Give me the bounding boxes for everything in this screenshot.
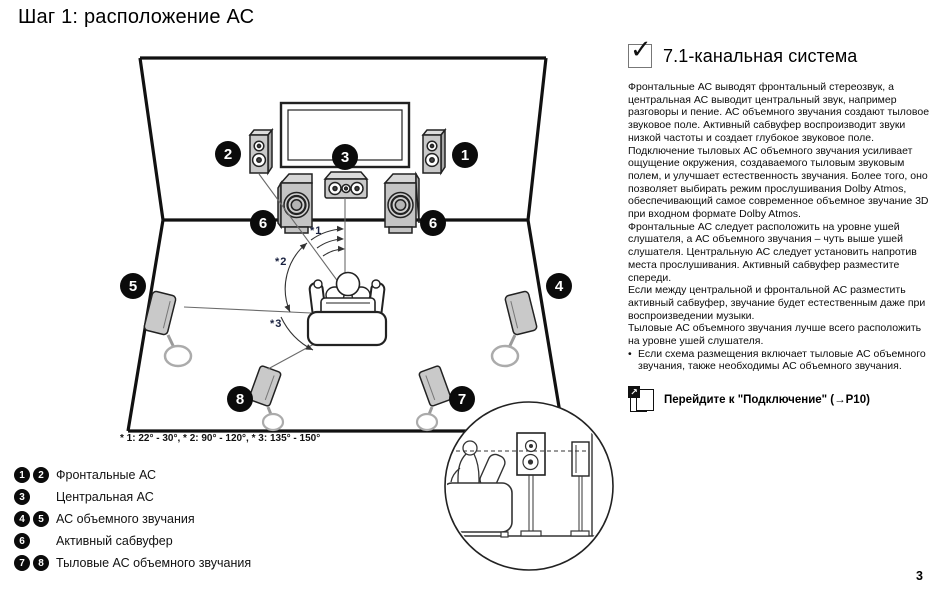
page-title: Шаг 1: расположение АС [18, 6, 255, 28]
speaker-badge: 3 [332, 144, 358, 170]
speaker-badge: 6 [420, 210, 446, 236]
rear-surround-left-speaker [249, 365, 283, 430]
section-title: 7.1-канальная система [663, 46, 858, 66]
legend-badge: 7 [14, 555, 30, 571]
front-left-speaker [250, 130, 272, 173]
speaker-badge: 4 [546, 273, 572, 299]
rear-surround-right-speaker [417, 365, 451, 430]
page-number: 3 [916, 569, 923, 583]
paragraph: Если между центральной и фронтальной АС разместить активный сабвуфер, звучание будет естественным даже при воспроизведении музыки. [628, 284, 926, 322]
legend-badge: 6 [14, 533, 30, 549]
legend-badge: 8 [33, 555, 49, 571]
angle-footnote: * 1: 22° - 30°, * 2: 90° - 120°, * 3: 135° - 150° [120, 433, 321, 444]
bullet-marker: • [628, 347, 632, 360]
surround-right-speaker [492, 291, 537, 366]
speaker-badge: 8 [227, 386, 253, 412]
paragraph: Тыловые АС объемного звучания лучше всего расположить на уровне ушей слушателя. [628, 322, 922, 348]
goto-pages-icon [628, 386, 656, 413]
angle-label-1: *1 [310, 225, 323, 237]
surround-left-speaker [144, 291, 191, 366]
paragraph: Подключение тыловых АС объемного звучания усиливает ощущение окружения, создаваемого тыловым звуковым полем, и улучшает естественность звучания. Более того, оно позволяет выбирать режим прослушивания Dolby Atmos, обеспечивающий самое современное объемное звучание 3D при входном формате Dolby Atmos. [628, 144, 929, 221]
speaker-badge: 1 [452, 142, 478, 168]
angle-label-3: *3 [270, 318, 283, 330]
subwoofer-left [278, 174, 312, 233]
section-heading [628, 34, 932, 68]
legend-badge: 5 [33, 511, 49, 527]
legend-label: АС объемного звучания [56, 512, 195, 526]
legend-badge: 1 [14, 467, 30, 483]
sofa-with-listener [308, 273, 386, 346]
legend-badge: 4 [14, 511, 30, 527]
ear-level-inset [442, 402, 613, 570]
bullet-text: Если схема размещения включает тыловые АС объемного звучания, также необходимы АС объемного звучания. [638, 347, 926, 373]
section-body [628, 81, 932, 373]
angle-label-2: *2 [275, 256, 288, 268]
legend-badge: 2 [33, 467, 49, 483]
speaker-badge: 2 [215, 141, 241, 167]
legend-label: Центральная АС [56, 490, 154, 504]
speaker-badge: 5 [120, 273, 146, 299]
goto-link[interactable] [628, 386, 932, 413]
speaker-layout-diagram [118, 55, 618, 575]
front-right-speaker [423, 130, 445, 173]
subwoofer-right [385, 174, 419, 233]
room-illustration [118, 55, 618, 575]
goto-text: Перейдите к "Подключение" (→P10) [664, 393, 870, 406]
bullet-note [628, 348, 932, 373]
legend-badge: 3 [14, 489, 30, 505]
checkmark-icon: ✓ [630, 34, 652, 64]
legend-label: Фронтальные АС [56, 468, 157, 482]
center-speaker [325, 172, 367, 198]
system-description-column [628, 34, 932, 413]
speaker-badge: 7 [449, 386, 475, 412]
paragraph: Фронтальные АС следует расположить на уровне ушей слушателя, а АС объемного звучания – чуть выше ушей слушателя. Центральную АС следует установить напротив места прослушивания. Активный сабвуфер разместите спереди. [628, 220, 917, 284]
paragraph: Фронтальные АС выводят фронтальный стереозвук, а центральная АС выводит центральный звук, например разговоры и пение. АС объемного звучания создают тыловое звуковое поле. Активный сабвуфер воспроизводит звуки низкой частоты и создает глубокое звуковое поле. [628, 81, 930, 144]
legend-label: Активный сабвуфер [56, 534, 173, 548]
arrow-up-right-icon: ↗ [628, 386, 640, 398]
speaker-badge: 6 [250, 210, 276, 236]
legend-label: Тыловые АС объемного звучания [56, 556, 252, 570]
checkbox-icon [628, 34, 652, 68]
